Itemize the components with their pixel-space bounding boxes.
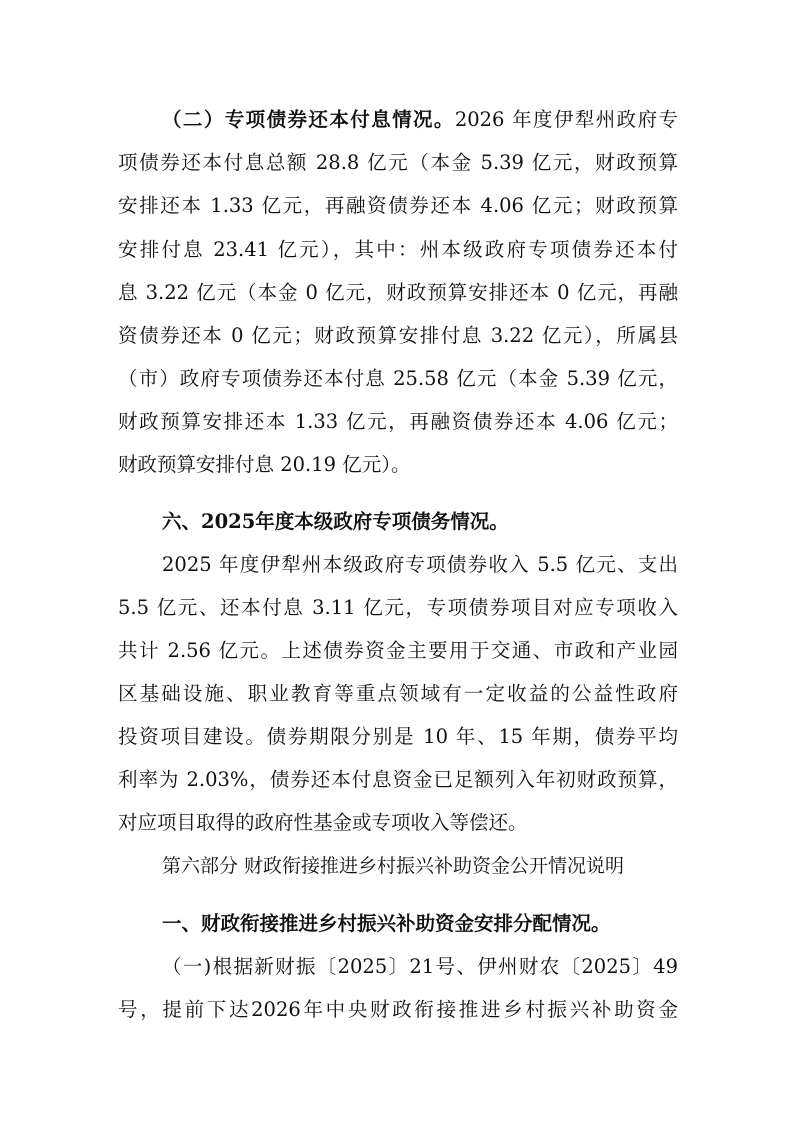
part-six-title: 第六部分 财政衔接推进乡村振兴补助资金公开情况说明: [162, 855, 625, 877]
paragraph-line: 区基础设施、职业教育等重点领域有一定收益的公益性政府: [118, 682, 678, 705]
section-two-first-line: [162, 106, 678, 134]
section-six-heading: 六、2025年度本级政府专项债务情况。: [162, 510, 509, 533]
paragraph-line: 投资项目建设。债券期限分别是 10 年、15 年期，债券平均: [118, 725, 678, 748]
paragraph-line: 5.5 亿元、还本付息 3.11 亿元，专项债券项目对应专项收入: [118, 596, 678, 619]
paragraph-line: 安排付息 23.41 亿元），其中：州本级政府专项债券还本付: [118, 238, 678, 261]
paragraph-line: 资债券还本 0 亿元；财政预算安排付息 3.22 亿元），所属县: [118, 324, 678, 347]
paragraph-line: 财政预算安排还本 1.33 亿元，再融资债券还本 4.06 亿元；: [118, 410, 678, 433]
paragraph-line: 对应项目取得的政府性基金或专项收入等偿还。: [118, 811, 528, 834]
paragraph-first-line: 2025 年度伊犁州本级政府专项债券收入 5.5 亿元、支出: [162, 553, 678, 576]
subsection-one-heading: 一、财政衔接推进乡村振兴补助资金安排分配情况。: [162, 912, 611, 935]
paragraph-line: 利率为 2.03%，债券还本付息资金已足额列入年初财政预算，: [118, 768, 678, 791]
section-two-heading: （二）专项债券还本付息情况。: [162, 108, 455, 131]
paragraph-line: 号，提前下达2026年中央财政衔接推进乡村振兴补助资金: [118, 998, 678, 1021]
paragraph-line: （市）政府专项债券还本付息 25.58 亿元（本金 5.39 亿元，: [118, 367, 678, 390]
paragraph-line: 安排还本 1.33 亿元，再融资债券还本 4.06 亿元；财政预算: [118, 194, 678, 217]
paragraph-first-line: （一)根据新财振〔2025〕21号、伊州财农〔2025〕49: [162, 955, 678, 978]
paragraph-line: 项债券还本付息总额 28.8 亿元（本金 5.39 亿元，财政预算: [118, 151, 678, 174]
paragraph-line: 息 3.22 亿元（本金 0 亿元，财政预算安排还本 0 亿元，再融: [118, 281, 678, 304]
paragraph-line: 财政预算安排付息 20.19 亿元）。: [118, 453, 411, 476]
paragraph-line: 共计 2.56 亿元。上述债券资金主要用于交通、市政和产业园: [118, 639, 678, 662]
section-two-first-line-text: 2026 年度伊犁州政府专: [454, 108, 678, 131]
